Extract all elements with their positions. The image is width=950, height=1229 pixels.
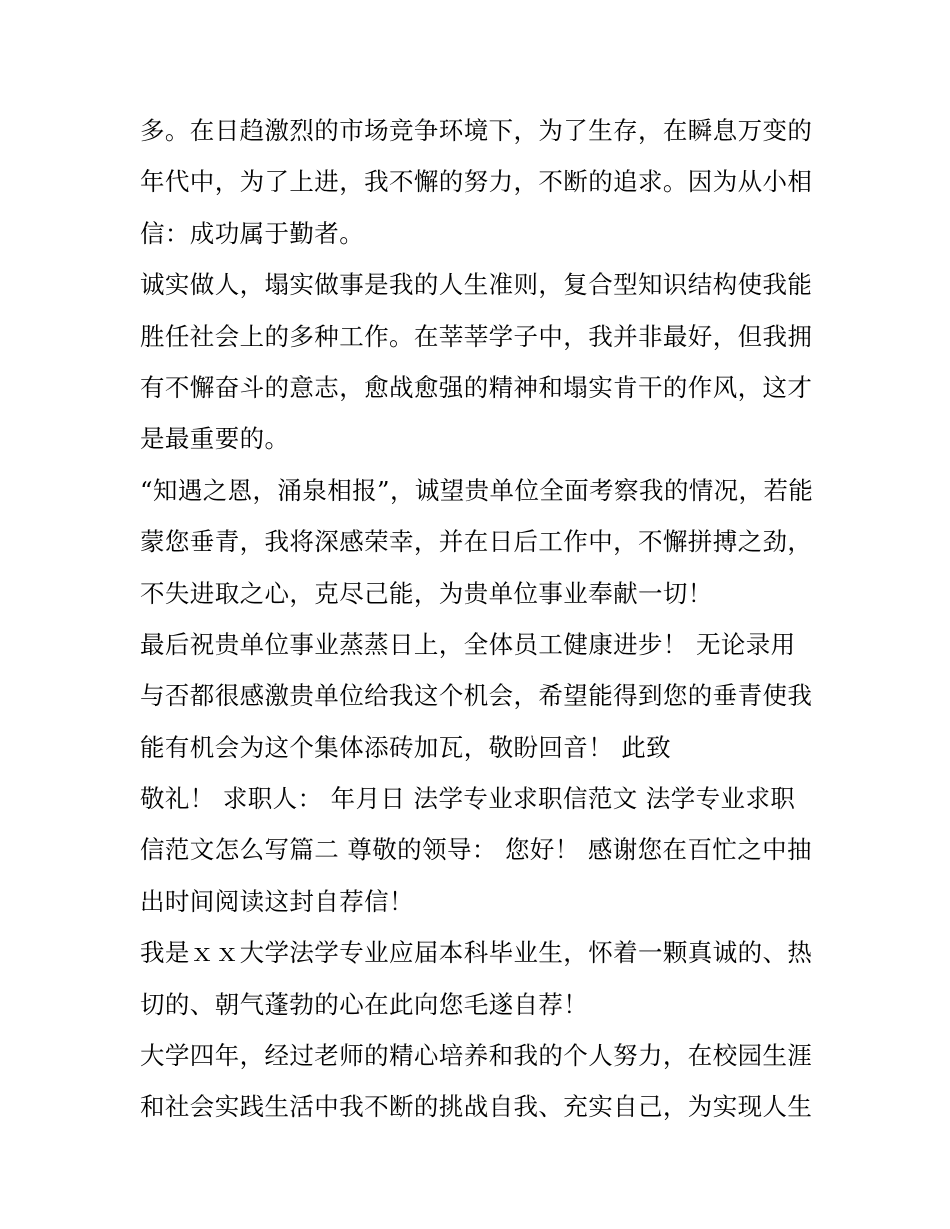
text-line: 能有机会为这个集体添砖加瓦，敬盼回音！ 此致 bbox=[140, 732, 672, 762]
text-line: 多。在日趋激烈的市场竞争环境下，为了生存，在瞬息万变的 bbox=[140, 116, 813, 145]
text-line: 敬礼！ 求职人： 年月日 法学专业求职信范文 法学专业求职 bbox=[140, 784, 796, 814]
text-line: 胜任社会上的多种工作。在莘莘学子中，我并非最好，但我拥 bbox=[140, 321, 813, 351]
text-line: 不失进取之心，克尽己能，为贵单位事业奉献一切！ bbox=[140, 578, 713, 608]
text-line: “知遇之恩，涌泉相报”，诚望贵单位全面考察我的情况，若能 bbox=[140, 475, 814, 505]
text-line: 蒙您垂青，我将深感荣幸，并在日后工作中，不懈拼搏之劲， bbox=[140, 527, 813, 557]
text-line: 出时间阅读这封自荐信！ bbox=[140, 886, 414, 916]
text-line: 信：成功属于勤者。 bbox=[140, 218, 365, 248]
text-line: 是最重要的。 bbox=[140, 424, 290, 454]
text-line: 信范文怎么写篇二 尊敬的领导： 您好！ 感谢您在百忙之中抽 bbox=[140, 835, 812, 865]
text-line: 大学四年，经过老师的精心培养和我的个人努力，在校园生涯 bbox=[140, 1041, 813, 1071]
text-line: 诚实做人，塌实做事是我的人生准则，复合型知识结构使我能 bbox=[140, 270, 813, 300]
text-line: 和社会实践生活中我不断的挑战自我、充实自己，为实现人生 bbox=[140, 1092, 813, 1122]
body-text bbox=[140, 105, 820, 1133]
text-line: 有不懈奋斗的意志，愈战愈强的精神和塌实肯干的作风，这才 bbox=[140, 372, 813, 402]
text-line: 我是ｘｘ大学法学专业应届本科毕业生，怀着一颗真诚的、热 bbox=[140, 938, 813, 968]
text-line: 最后祝贵单位事业蒸蒸日上，全体员工健康进步！ 无论录用 bbox=[140, 629, 796, 659]
text-line: 与否都很感激贵单位给我这个机会，希望能得到您的垂青使我 bbox=[140, 681, 813, 711]
text-line: 切的、朝气蓬勃的心在此向您毛遂自荐！ bbox=[140, 989, 589, 1019]
text-line: 年代中，为了上进，我不懈的努力，不断的追求。因为从小相 bbox=[140, 167, 813, 197]
